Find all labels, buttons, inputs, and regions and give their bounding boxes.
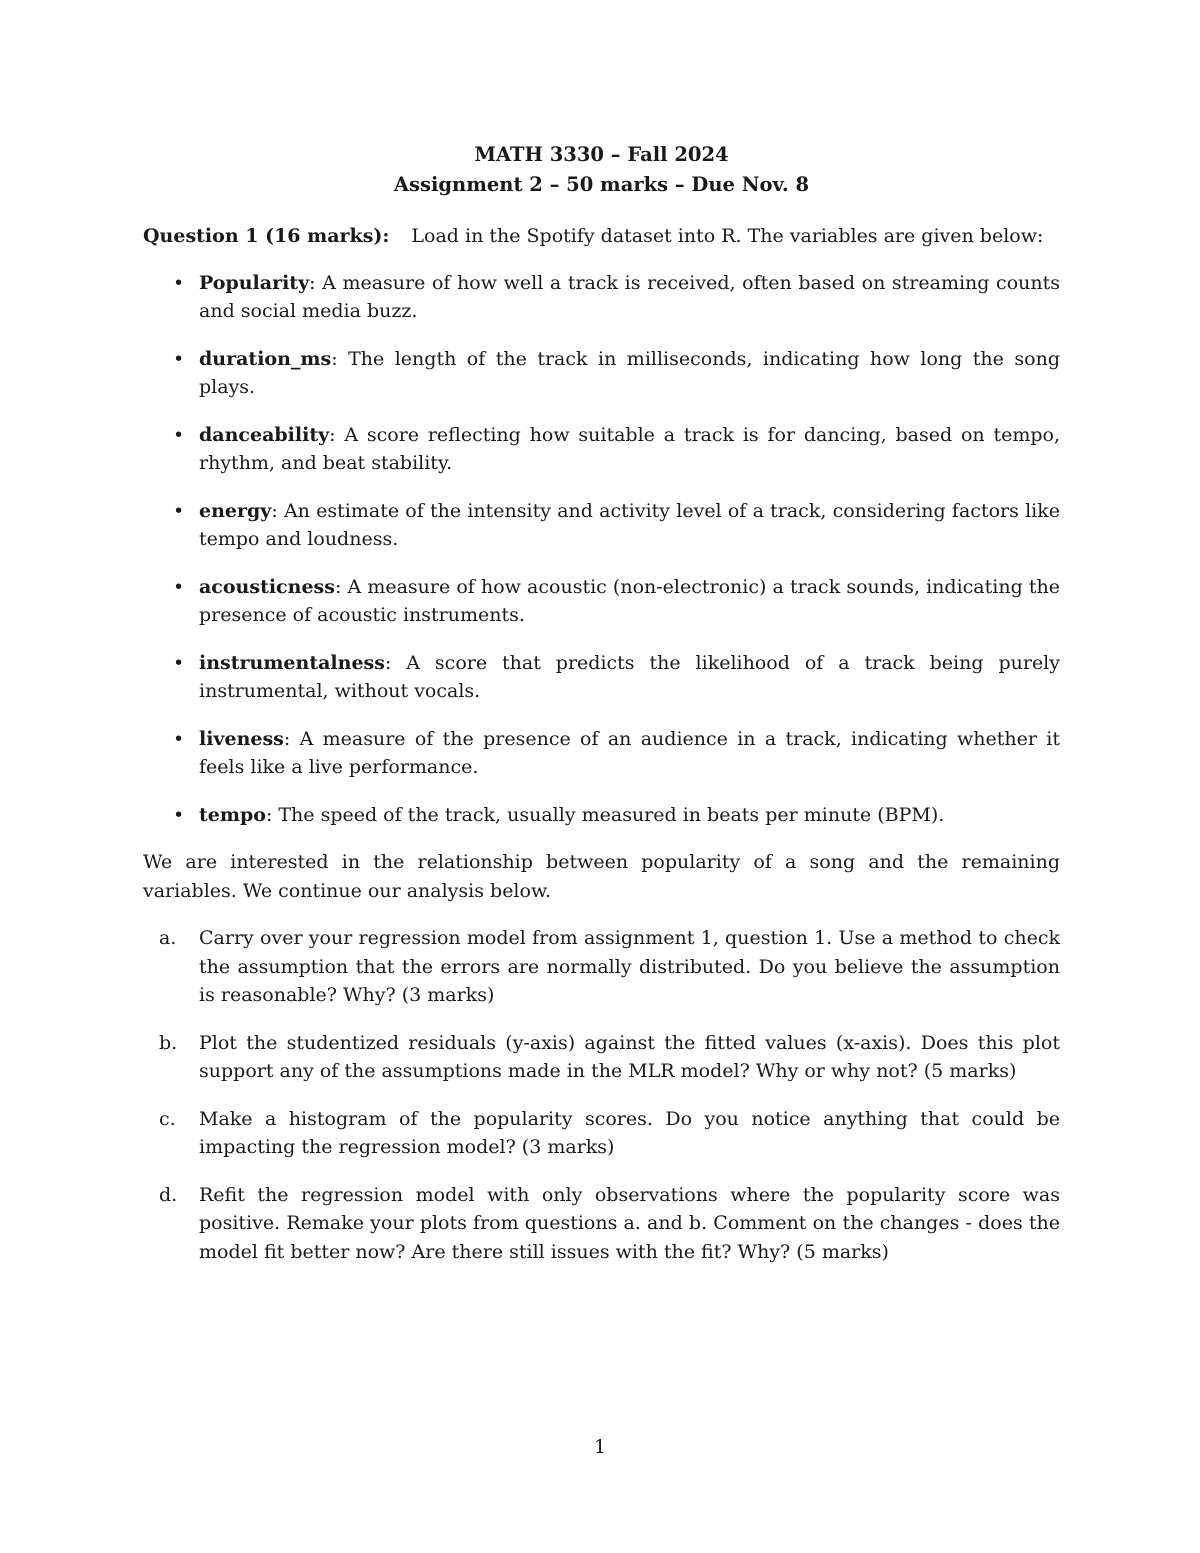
variable-name: liveness xyxy=(199,727,284,750)
assignment-subtitle: Assignment 2 – 50 marks – Due Nov. 8 xyxy=(393,173,810,196)
list-item xyxy=(159,1181,1060,1267)
part-letter: c. xyxy=(159,1107,176,1130)
list-item xyxy=(173,725,1060,782)
question-intro xyxy=(143,222,1060,251)
question-label: Question 1 (16 marks): xyxy=(143,225,390,247)
list-item xyxy=(173,497,1060,554)
list-item xyxy=(159,1029,1060,1086)
part-text: Carry over your regression model from assignment 1, question 1. Use a method to check the assumption that the errors are normally distributed. Do you believe the assumption is reasonable? Why? (3 marks) xyxy=(199,927,1060,1006)
course-title: MATH 3330 – Fall 2024 xyxy=(474,143,729,166)
analysis-summary: We are interested in the relationship between popularity of a song and the remaining variables. We continue our analysis below. xyxy=(143,851,1060,902)
variable-description: : The length of the track in milliseconds, indicating how long the song plays. xyxy=(199,347,1060,398)
list-item xyxy=(173,573,1060,630)
variable-name: instrumentalness xyxy=(199,651,385,674)
variable-name: tempo xyxy=(199,803,266,826)
list-item xyxy=(159,1105,1060,1162)
part-letter: d. xyxy=(159,1183,178,1206)
variable-description: : A measure of how acoustic (non-electronic) a track sounds, indicating the presence of acoustic instruments. xyxy=(199,575,1060,626)
title-block xyxy=(143,140,1060,200)
part-text: Make a histogram of the popularity scores. Do you notice anything that could be impacting the regression model? (3 marks) xyxy=(199,1107,1060,1158)
variable-description: : A measure of how well a track is received, often based on streaming counts and social media buzz. xyxy=(199,271,1060,322)
variable-description: : An estimate of the intensity and activity level of a track, considering factors like tempo and loudness. xyxy=(199,499,1060,550)
variable-description: : The speed of the track, usually measured in beats per minute (BPM). xyxy=(265,803,945,826)
list-item xyxy=(173,345,1060,402)
bullet-icon: • xyxy=(173,347,185,370)
list-item xyxy=(173,421,1060,478)
bullet-icon: • xyxy=(173,575,185,598)
variable-name: Popularity xyxy=(199,271,310,294)
list-item xyxy=(173,649,1060,706)
list-item xyxy=(173,801,1060,830)
variable-name: acousticness xyxy=(199,575,335,598)
variable-description: : A measure of the presence of an audience in a track, indicating whether it feels like a live performance. xyxy=(199,727,1060,778)
variable-name: danceability xyxy=(199,423,330,446)
part-letter: a. xyxy=(159,927,177,949)
part-text: Refit the regression model with only observations where the popularity score was positive. Remake your plots from questions a. and b. Comment on the changes - does the model fit better now? Are there still issues with the fit? Why? (5 marks) xyxy=(199,1183,1060,1263)
question-parts xyxy=(143,924,1060,1266)
list-item xyxy=(159,924,1060,1010)
variable-list xyxy=(143,269,1060,830)
part-text: Plot the studentized residuals (y-axis) against the fitted values (x-axis). Does this plot support any of the assumptions made in the MLR model? Why or why not? (5 marks) xyxy=(199,1031,1060,1082)
bullet-icon: • xyxy=(173,499,185,522)
variable-name: duration_ms xyxy=(199,347,332,370)
bullet-icon: • xyxy=(173,423,185,446)
page-number: 1 xyxy=(593,1436,607,1458)
bullet-icon: • xyxy=(173,727,185,750)
variable-description: : A score reflecting how suitable a track is for dancing, based on tempo, rhythm, and beat stability. xyxy=(199,423,1060,474)
bullet-icon: • xyxy=(173,803,185,826)
document-page xyxy=(143,140,1060,1285)
variable-description: : A score that predicts the likelihood of a track being purely instrumental, without vocals. xyxy=(199,651,1060,702)
question-intro-text: Load in the Spotify dataset into R. The variables are given below: xyxy=(411,225,1044,247)
part-letter: b. xyxy=(159,1031,178,1054)
variable-name: energy xyxy=(199,499,272,522)
bullet-icon: • xyxy=(173,651,185,674)
bullet-icon: • xyxy=(173,271,185,294)
list-item xyxy=(173,269,1060,326)
